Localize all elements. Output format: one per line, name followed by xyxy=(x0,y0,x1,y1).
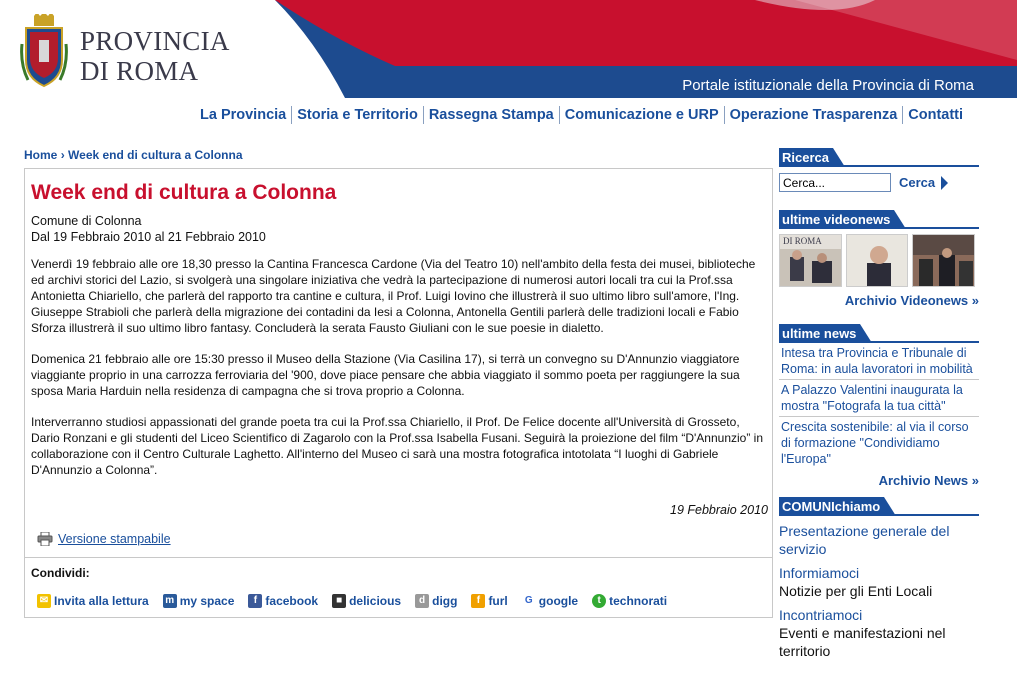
printer-icon xyxy=(37,532,53,546)
technorati-icon: t xyxy=(592,594,606,608)
share-links xyxy=(37,594,681,608)
publication-date: 19 Febbraio 2010 xyxy=(670,503,768,517)
videonews-panel xyxy=(779,210,979,308)
site-logo[interactable] xyxy=(0,0,275,100)
article-paragraph: Domenica 21 febbraio alle ore 15:30 presso il Museo della Stazione (Via Casilina 17), si terrà un convegno su D'Annunzio viaggiatore viaggiante proprio in una carrozza ferroviaria del '900, dove piace pensare che abbia viaggiato il sommo poeta per raggiungere la sua sposa Maria Harduin nella residenza di campagna che si trova proprio a Colonna. xyxy=(31,352,740,398)
share-technorati-link[interactable] xyxy=(592,594,667,608)
comunichiamo-header xyxy=(779,497,979,516)
portal-title: Portale istituzionale della Provincia di Roma xyxy=(682,77,974,94)
search-panel xyxy=(779,148,979,192)
envelope-icon: ✉ xyxy=(37,594,51,608)
article-source: Comune di Colonna xyxy=(31,214,142,228)
breadcrumb-current: Week end di cultura a Colonna xyxy=(68,148,243,162)
brand-line-1: PROVINCIA xyxy=(80,26,230,56)
videonews-header xyxy=(779,210,979,229)
share-delicious-link[interactable] xyxy=(332,594,401,608)
article-title: Week end di cultura a Colonna xyxy=(31,181,337,204)
share-facebook-link[interactable] xyxy=(248,594,318,608)
video-thumbnail-image xyxy=(847,235,909,287)
search-input[interactable] xyxy=(779,173,891,192)
comunichiamo-text-informiamoci: Notizie per gli Enti Locali xyxy=(779,583,933,599)
article-meta xyxy=(31,213,266,245)
news-archive-link[interactable]: Archivio News » xyxy=(878,473,979,488)
search-button-label: Cerca xyxy=(899,175,936,190)
main-navigation xyxy=(195,106,968,124)
comunichiamo-link-incontriamoci[interactable]: Incontriamoci xyxy=(779,607,863,623)
search-row xyxy=(779,173,979,192)
nav-comunicazione-urp[interactable]: Comunicazione e URP xyxy=(559,106,724,124)
comunichiamo-panel xyxy=(779,497,979,660)
share-bar xyxy=(25,557,772,608)
video-thumbnail-image xyxy=(913,235,975,287)
share-link-label: delicious xyxy=(349,594,402,608)
videonews-archive-link[interactable]: Archivio Videonews » xyxy=(844,293,979,308)
arrow-right-icon xyxy=(941,176,948,190)
share-link-label: furl xyxy=(488,594,508,608)
video-thumbnail[interactable] xyxy=(779,234,842,287)
province-crest-icon xyxy=(20,14,68,88)
print-version-link[interactable]: Versione stampabile xyxy=(58,532,171,546)
nav-contatti[interactable]: Contatti xyxy=(902,106,968,124)
share-furl-link[interactable] xyxy=(471,594,507,608)
digg-icon: d xyxy=(415,594,429,608)
article-dates: Dal 19 Febbraio 2010 al 21 Febbraio 2010 xyxy=(31,230,266,244)
news-item[interactable]: Crescita sostenibile: al via il corso di formazione "Condividiamo l'Europa" xyxy=(781,420,969,466)
comunichiamo-text-incontriamoci: Eventi e manifestazioni nel territorio xyxy=(779,625,946,659)
news-panel xyxy=(779,324,979,488)
article-body xyxy=(31,256,771,493)
news-item[interactable]: Intesa tra Provincia e Tribunale di Roma: in aula lavoratori in mobilità xyxy=(779,343,979,380)
share-myspace-link[interactable] xyxy=(163,594,235,608)
share-link-label: Invita alla lettura xyxy=(54,594,149,608)
google-icon: G xyxy=(522,594,536,608)
news-title: ultime news xyxy=(779,324,860,343)
video-thumbnail[interactable] xyxy=(912,234,975,287)
comunichiamo-title: COMUNIchiamo xyxy=(779,497,884,516)
video-thumbnails xyxy=(779,234,979,287)
videonews-title: ultime videonews xyxy=(779,210,894,229)
nav-rassegna-stampa[interactable]: Rassegna Stampa xyxy=(423,106,559,124)
breadcrumb xyxy=(24,148,243,162)
brand-name xyxy=(80,26,230,86)
share-invita-link[interactable] xyxy=(37,594,149,608)
share-digg-link[interactable] xyxy=(415,594,457,608)
nav-storia-territorio[interactable]: Storia e Territorio xyxy=(291,106,423,124)
search-title: Ricerca xyxy=(779,148,833,167)
facebook-icon: f xyxy=(248,594,262,608)
nav-operazione-trasparenza[interactable]: Operazione Trasparenza xyxy=(724,106,903,124)
delicious-icon: ■ xyxy=(332,594,346,608)
news-item[interactable]: A Palazzo Valentini inaugurata la mostra "Fotografa la tua città" xyxy=(779,380,979,417)
share-link-label: google xyxy=(538,594,579,608)
nav-la-provincia[interactable]: La Provincia xyxy=(200,107,287,123)
furl-icon: f xyxy=(471,594,485,608)
brand-line-2: DI ROMA xyxy=(80,56,199,86)
search-header xyxy=(779,148,979,167)
search-button[interactable] xyxy=(899,175,948,190)
article-paragraph: Interverranno studiosi appassionati del grande poeta tra cui la Prof.ssa Chiariello, il Prof. De Felice docente all'Università di Grosseto, Dario Ronzani e gli studenti del Liceo Scientifico di Zagarolo con la Prof.ssa Isabella Fusani. Seguirà la proiezione del film “D'Annunzio” in collaborazione con il Centro Culturale Laghetto. All'interno del Museo ci sarà una mostra fotografica intotolata “I luoghi di Gabriele D'Annunzio a Colonna”. xyxy=(31,415,764,477)
share-link-label: my space xyxy=(179,594,235,608)
video-thumbnail[interactable] xyxy=(846,234,909,287)
article-box xyxy=(24,168,773,618)
share-label: Condividi: xyxy=(31,566,90,580)
share-link-label: digg xyxy=(432,594,458,608)
breadcrumb-separator: › xyxy=(60,148,65,162)
comunichiamo-link-informiamoci[interactable]: Informiamoci xyxy=(779,565,860,581)
article-paragraph: Venerdì 19 febbraio alle ore 18,30 presso la Cantina Francesca Cardone (Via del Teatro 10) nell'ambito della festa dei musei, biblioteche ed archivi storici del Lazio, si svolgerà una singolare iniziativa che vedrà la partecipazione di numerosi autori locali tra cui la Prof.ssa Antonietta Chiariello, che parlerà del rapporto tra cantine e cultura, il Prof. Luigi Iovino che illustrerà il suo ultimo libro sull'amore, l'Ing. Giuseppe Strabioli che parlerà della migrazione dei contadini da Iesi a Colonna, Antonella Gentili parlerà delle tradizioni locali e Fabio Sforza illustrerà il suo ultimo libro fantasy. Concluderà la serata Fausto Giuliani con le sue poesie in dialetto. xyxy=(31,257,756,335)
comunichiamo-link-presentazione[interactable]: Presentazione generale del servizio xyxy=(779,523,950,557)
myspace-icon: m xyxy=(163,594,177,608)
breadcrumb-home[interactable]: Home xyxy=(24,148,58,162)
share-link-label: technorati xyxy=(609,594,668,608)
thumb-caption: DI ROMA xyxy=(783,236,822,246)
news-header xyxy=(779,324,979,343)
share-link-label: facebook xyxy=(265,594,319,608)
print-version xyxy=(37,532,171,546)
share-google-link[interactable] xyxy=(522,594,578,608)
